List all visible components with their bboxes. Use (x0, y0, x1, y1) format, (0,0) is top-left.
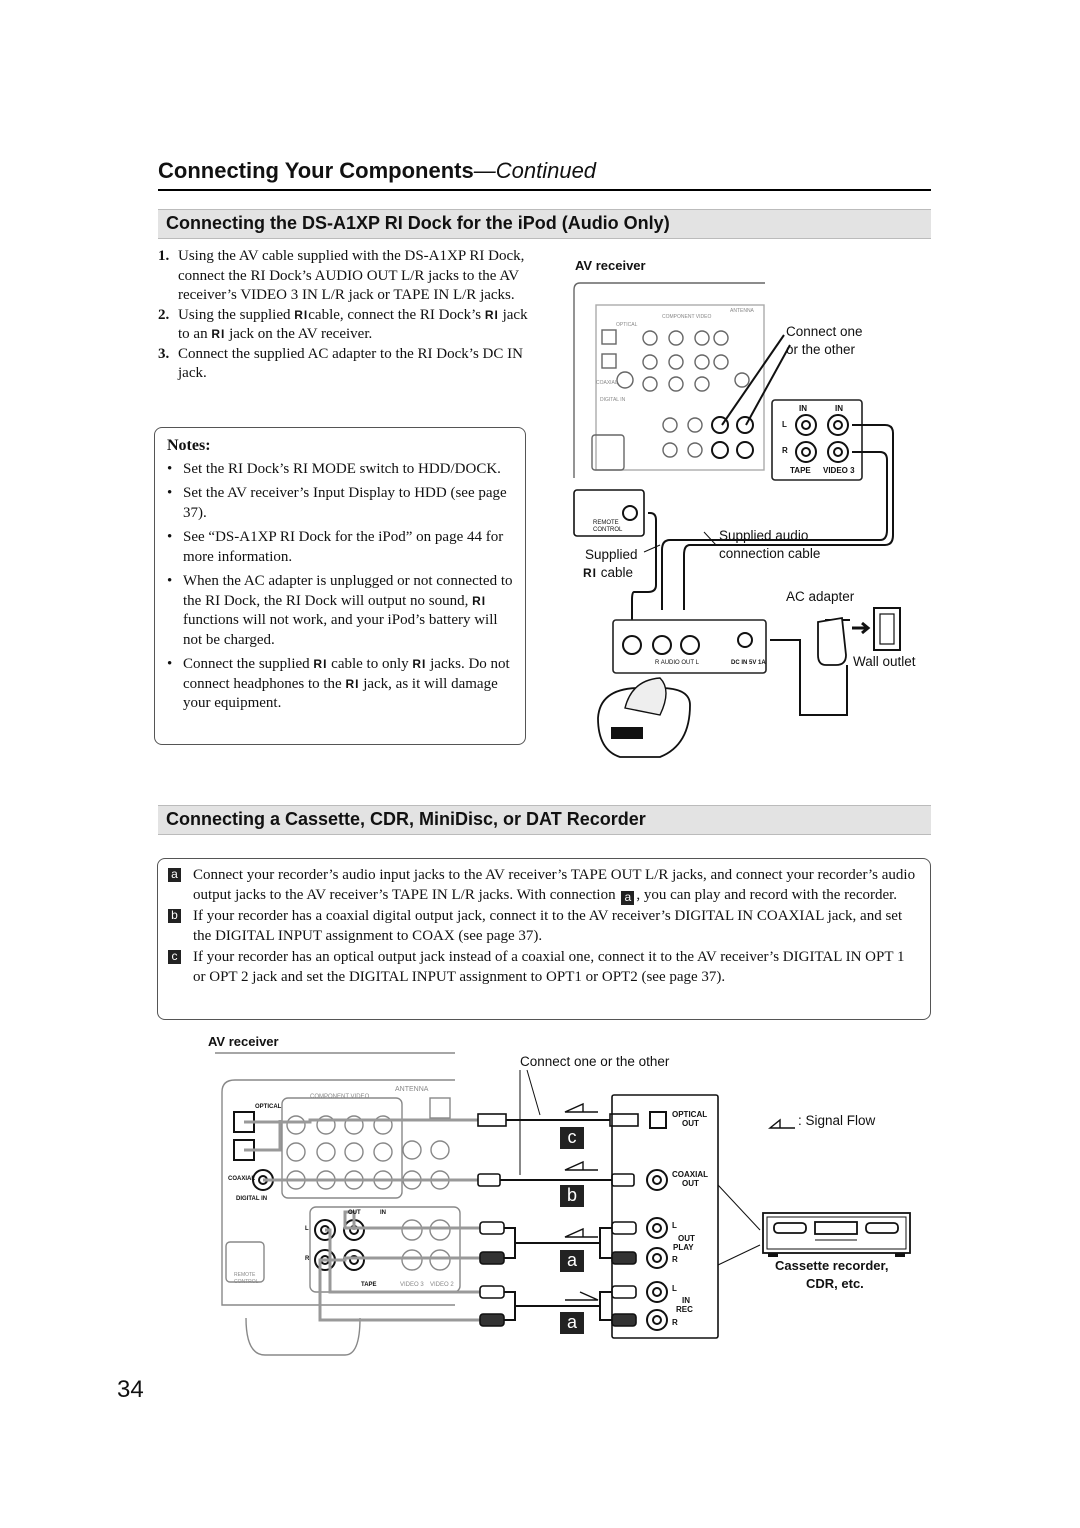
note-item: • See “DS-A1XP RI Dock for the iPod” on page 44 for more information. (167, 529, 504, 565)
note-item: • Connect the supplied RI cable to only RI jacks. Do not connect headphones to the RI jack, as it will damage your equipment. (167, 656, 510, 711)
connection-tag-a: a (560, 1250, 584, 1272)
jack-label: R (672, 1318, 678, 1327)
ri-icon: RI (345, 676, 360, 691)
note-item: • Set the RI Dock’s RI MODE switch to HDD/DOCK. (167, 460, 501, 477)
panel-label: R (305, 1256, 310, 1262)
jack-label: IN (682, 1296, 690, 1305)
panel-label: VIDEO 3 (400, 1282, 424, 1288)
panel-label: ANTENNA (395, 1086, 429, 1093)
connection-tag-c: c (560, 1127, 584, 1149)
instruction-c: c If your recorder has an optical output jack instead of a coaxial one, connect it to the AV receiver’s DIGITAL IN OPT 1 or OPT 2 jack and set the DIGITAL INPUT assignment to OPT1 or OPT2 (see page 37). (168, 947, 918, 987)
panel-label: OUT (348, 1210, 361, 1216)
page-number: 34 (117, 1376, 144, 1403)
cable-label: cable (600, 565, 634, 580)
jack-label: OPTICAL (672, 1110, 708, 1119)
step-2: 2. Using the supplied RIcable, connect the RI Dock’s RI jack to an RI jack on the AV receiver. (158, 306, 528, 342)
jack-label: OUT (678, 1234, 695, 1243)
jack-label: DC IN 5V 1A (731, 660, 766, 666)
panel-label: COAXIAL (228, 1176, 255, 1182)
ri-icon: RI (412, 657, 427, 671)
panel-label: L (305, 1226, 309, 1232)
ri-icon: RI (472, 593, 487, 608)
wall-outlet-label: Wall outlet (853, 654, 916, 669)
panel-label: COMPONENT VIDEO (662, 314, 712, 320)
cassette-recorder-icon (763, 1213, 910, 1253)
panel-label: CONTROL (234, 1279, 259, 1285)
jack-label: IN (799, 404, 807, 413)
cassette-recorder-label: Cassette recorder, (775, 1258, 889, 1273)
section-heading-recorder: Connecting a Cassette, CDR, MiniDisc, or DAT Recorder (158, 805, 931, 835)
panel-label: DIGITAL IN (236, 1196, 268, 1202)
jack-label: IN (835, 404, 843, 413)
instruction-a: a Connect your recorder’s audio input jacks to the AV receiver’s TAPE OUT L/R jacks, and connect your recorder’s audio output jacks to the AV receiver’s TAPE IN L/R jacks. With connection a , you can play and record with the recorder. (168, 865, 918, 905)
connection-tag-b: b (560, 1185, 584, 1207)
jack-label: OUT (682, 1119, 699, 1128)
panel-label: ANTENNA (730, 308, 754, 314)
step-1: 1. Using the AV cable supplied with the DS-A1XP RI Dock, connect the RI Dock’s AUDIO OUT L/R jacks to the AV receiver’s VIDEO 3 IN L/R jack or TAPE IN L/R jacks. (158, 248, 525, 303)
steps-list (158, 247, 528, 384)
connection-cable-label: connection cable (719, 546, 821, 561)
panel-label: TAPE (361, 1282, 377, 1288)
or-the-other-label: or the other (786, 342, 856, 357)
note-item: • When the AC adapter is unplugged or not connected to the RI Dock, the RI Dock will output no sound, RI functions will not work, and your iPod’s battery will not be charged. (167, 573, 513, 648)
title-rule (158, 189, 931, 191)
section-heading-ri-dock: Connecting the DS-A1XP RI Dock for the iPod (Audio Only) (158, 209, 931, 239)
step-3: 3. Connect the supplied AC adapter to the RI Dock’s DC IN jack. (158, 345, 523, 381)
recorder-instructions-box (157, 858, 931, 1020)
panel-label: COMPONENT VIDEO (310, 1094, 370, 1100)
cdr-etc-label: CDR, etc. (806, 1276, 864, 1291)
jack-label: OUT (682, 1179, 699, 1188)
jack-label: PLAY (673, 1243, 694, 1252)
notes-box (154, 427, 526, 745)
panel-label: DIGITAL IN (600, 397, 626, 403)
ri-icon: RI (484, 307, 499, 322)
panel-label: VIDEO 2 (430, 1282, 454, 1288)
jack-label: L (782, 420, 787, 429)
notes-heading: Notes: (167, 437, 211, 454)
jack-label: TAPE (790, 466, 811, 475)
jack-label: R (782, 446, 788, 455)
signal-flow-legend: : Signal Flow (798, 1113, 876, 1128)
connect-one-or-other-label: Connect one or the other (520, 1054, 670, 1069)
instruction-b: b If your recorder has a coaxial digital output jack, connect it to the AV receiver’s DIGITAL IN COAXIAL jack, and set the DIGITAL INPUT assignment to COAX (see page 37). (168, 906, 918, 946)
panel-label: REMOTE (234, 1272, 256, 1278)
ac-adapter-label: AC adapter (786, 589, 855, 604)
jack-label: CONTROL (593, 527, 623, 533)
jack-label: R (672, 1255, 678, 1264)
ri-icon: RI (313, 657, 328, 671)
jack-label: REMOTE (593, 520, 619, 526)
connect-one-label: Connect one (786, 324, 863, 339)
jack-label: L (672, 1221, 677, 1230)
ri-icon: RI (211, 327, 226, 341)
supplied-label: Supplied (585, 547, 638, 562)
panel-label: OPTICAL (616, 322, 638, 328)
connection-tag-a: a (560, 1312, 584, 1334)
ac-adapter-icon (818, 618, 846, 665)
ri-icon: RI (294, 307, 309, 322)
jack-label: COAXIAL (672, 1170, 708, 1179)
page-title: Connecting Your Components—Continued (158, 158, 597, 183)
panel-label: COAXIAL (596, 380, 618, 386)
jack-label: L (672, 1284, 677, 1293)
jack-label: VIDEO 3 (823, 466, 855, 475)
panel-label: OPTICAL (255, 1104, 282, 1110)
note-item: • Set the AV receiver’s Input Display to HDD (see page 37). (167, 485, 507, 521)
supplied-audio-label: Supplied audio (719, 528, 809, 543)
panel-label: IN (380, 1210, 386, 1216)
ri-icon: RI (583, 566, 597, 580)
diagram2-av-receiver-label: AV receiver (208, 1034, 279, 1049)
diagram1-av-receiver-label: AV receiver (575, 258, 646, 273)
receiver-outline (222, 1080, 455, 1305)
jack-label: REC (676, 1305, 693, 1314)
